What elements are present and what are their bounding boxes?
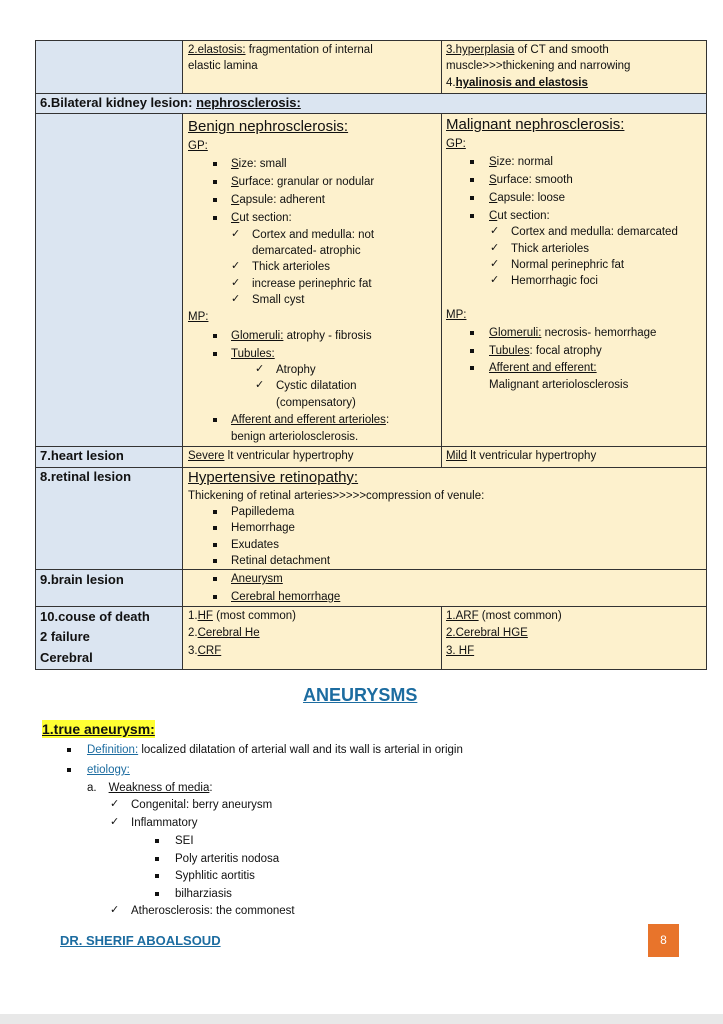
death-label-1: 10.couse of death	[40, 609, 150, 624]
check-icon: ✓	[255, 362, 265, 375]
table-border	[35, 93, 707, 94]
death-malignant-item	[446, 644, 474, 658]
benign-glomeruli-text: atrophy - fibrosis	[283, 330, 372, 342]
heart-mild-text: lt ventricular hypertrophy	[467, 450, 597, 462]
hyperplasia-text-2: muscle>>>thickening and narrowing	[446, 60, 631, 72]
benign-tubules-label: Tubules:	[231, 348, 275, 360]
death-item-term: CRF	[197, 645, 222, 657]
atherosclerosis-text: Atherosclerosis: the commonest	[131, 905, 295, 917]
bullet-square	[470, 366, 474, 370]
elastosis-text: fragmentation of internal	[245, 44, 373, 56]
bullet-square	[213, 526, 217, 530]
benign-cut-item: demarcated- atrophic	[252, 245, 361, 257]
definition-line	[87, 743, 463, 757]
bullet-square	[213, 543, 217, 547]
table-border	[441, 606, 442, 670]
benign-capsule-initial: C	[231, 194, 240, 206]
bullet-square	[470, 214, 474, 218]
benign-tubules-item: Atrophy	[276, 364, 316, 376]
check-icon: ✓	[110, 903, 120, 916]
benign-cut-initial: C	[231, 212, 240, 224]
etiology-label: etiology:	[87, 764, 130, 776]
retinal-item: Papilledema	[231, 506, 295, 518]
heart-severe-word: Severe	[188, 450, 225, 462]
heart-severe-text: lt ventricular hypertrophy	[224, 450, 354, 462]
benign-heading: Benign nephrosclerosis:	[188, 118, 349, 135]
bullet-square	[213, 198, 217, 202]
check-icon: ✓	[490, 257, 500, 270]
bullet-square	[470, 331, 474, 335]
bullet-square	[470, 349, 474, 353]
benign-cut-section	[231, 211, 292, 225]
retinal-item: Retinal detachment	[231, 555, 331, 567]
weakness-prefix: a.	[87, 782, 97, 794]
malignant-cut-item: Cortex and medulla: demarcated	[511, 226, 678, 238]
benign-gp-label: GP:	[188, 140, 208, 152]
benign-size-rest: ize: small	[238, 158, 287, 170]
check-icon: ✓	[231, 227, 241, 240]
hyalinosis-label: hyalinosis and elastosis	[455, 77, 588, 89]
death-item-term: 1.ARF	[446, 610, 479, 622]
death-label-3: Cerebral	[40, 650, 93, 665]
bullet-square	[155, 839, 159, 843]
table-border	[182, 40, 183, 93]
benign-afferent-label: Afferent and efferent arterioles	[231, 414, 386, 426]
malignant-tubules-text: : focal atrophy	[529, 345, 602, 357]
weakness-colon: :	[209, 782, 213, 794]
hyperplasia-line	[446, 43, 609, 57]
bullet-square	[155, 857, 159, 861]
death-item-prefix: 3.	[188, 645, 198, 657]
hyalinosis-line	[446, 76, 588, 90]
malignant-surface-rest: urface: smooth	[496, 174, 573, 186]
malignant-mp-label: MP:	[446, 309, 467, 321]
weakness-line	[87, 781, 213, 795]
bullet-square	[470, 196, 474, 200]
benign-tubules-item: Cystic dilatation	[276, 380, 357, 392]
malignant-tubules	[489, 344, 602, 358]
inflammatory-item: SEI	[175, 835, 194, 847]
check-icon: ✓	[490, 241, 500, 254]
death-malignant-item	[446, 609, 562, 623]
benign-capsule	[231, 193, 325, 207]
bullet-square	[213, 510, 217, 514]
death-benign-item	[188, 626, 260, 640]
benign-cut-item: Thick arterioles	[252, 261, 330, 273]
check-icon: ✓	[231, 276, 241, 289]
retinopathy-heading: Hypertensive retinopathy:	[188, 469, 359, 486]
nephrosclerosis-link: nephrosclerosis:	[196, 95, 301, 110]
bullet-square	[213, 595, 217, 599]
benign-glomeruli-label: Glomeruli:	[231, 330, 284, 342]
table-border	[35, 606, 707, 607]
benign-cut-item: increase perinephric fat	[252, 278, 372, 290]
row5-label-cell	[35, 40, 182, 93]
retinal-item: Hemorrhage	[231, 522, 295, 534]
table-border	[441, 40, 442, 93]
bullet-square	[67, 748, 71, 752]
author-name: DR. SHERIF ABOALSOUD	[60, 933, 221, 948]
death-item-rest: (most common)	[212, 610, 297, 622]
table-border	[35, 446, 707, 447]
death-item-term: 2.Cerebral HGE	[446, 627, 528, 639]
malignant-afferent-label: Afferent and efferent:	[489, 362, 597, 374]
death-benign-item	[188, 609, 296, 623]
malignant-glomeruli-text: necrosis- hemorrhage	[541, 327, 657, 339]
death-item-rest: (most common)	[478, 610, 562, 622]
hyperplasia-text: of CT and smooth	[514, 44, 609, 56]
malignant-cut-initial: C	[489, 210, 498, 222]
malignant-cut-rest: ut section:	[497, 210, 550, 222]
true-aneurysm-heading: 1.true aneurysm:	[42, 721, 155, 737]
malignant-heading: Malignant nephrosclerosis:	[446, 116, 625, 133]
malignant-tubules-label: Tubules	[489, 345, 530, 357]
bullet-square	[155, 874, 159, 878]
row6-label-cell	[35, 113, 182, 446]
elastosis-text-2: elastic lamina	[188, 60, 258, 72]
table-border	[35, 40, 707, 41]
death-item-term: Cerebral He	[197, 627, 260, 639]
check-icon: ✓	[110, 797, 120, 810]
bullet-square	[213, 180, 217, 184]
bullet-square	[213, 418, 217, 422]
death-item-term: 3. HF	[446, 645, 475, 657]
check-icon: ✓	[110, 815, 120, 828]
benign-afferent-text: benign arteriolosclerosis.	[231, 431, 359, 443]
table-border	[441, 113, 442, 467]
benign-tubules-item: (compensatory)	[276, 397, 356, 409]
inflammatory-item: Syphlitic aortitis	[175, 870, 255, 882]
hyperplasia-label: 3.hyperplasia	[446, 44, 515, 56]
malignant-surface	[489, 173, 573, 187]
benign-size-initial: S	[231, 158, 239, 170]
bullet-square	[67, 768, 71, 772]
death-label-2: 2 failure	[40, 629, 90, 644]
elastosis-line	[188, 43, 373, 57]
elastosis-label: 2.elastosis:	[188, 44, 246, 56]
congenital-text: Congenital: berry aneurysm	[131, 799, 273, 811]
benign-afferent-colon: :	[385, 414, 390, 426]
bullet-square	[213, 352, 217, 356]
death-item-prefix: 2.	[188, 627, 198, 639]
death-benign-item	[188, 644, 221, 658]
heart-lesion-label: 7.heart lesion	[40, 448, 124, 463]
death-malignant-item	[446, 626, 528, 640]
brain-item: Cerebral hemorrhage	[231, 591, 341, 603]
benign-cut-item: Cortex and medulla: not	[252, 229, 375, 241]
check-icon: ✓	[255, 378, 265, 391]
brain-lesion-label: 9.brain lesion	[40, 572, 124, 587]
heart-mild-word: Mild	[446, 450, 468, 462]
table-border	[706, 40, 707, 670]
malignant-glomeruli-label: Glomeruli:	[489, 327, 542, 339]
table-border	[35, 467, 707, 468]
malignant-afferent-text: Malignant arteriolosclerosis	[489, 379, 629, 391]
retinal-lesion-label: 8.retinal lesion	[40, 469, 132, 484]
malignant-cut-item: Thick arterioles	[511, 243, 589, 255]
malignant-cut-item: Hemorrhagic foci	[511, 275, 598, 287]
malignant-gp-label: GP:	[446, 138, 466, 150]
malignant-capsule-rest: apsule: loose	[497, 192, 566, 204]
bullet-square	[213, 577, 217, 581]
check-icon: ✓	[231, 292, 241, 305]
malignant-surface-initial: S	[489, 174, 497, 186]
bullet-square	[213, 334, 217, 338]
retinopathy-subtext: Thickening of retinal arteries>>>>>compression of venule:	[188, 490, 485, 502]
kidney-lesion-prefix: 6.Bilateral kidney lesion:	[40, 95, 197, 110]
benign-size	[231, 157, 287, 171]
hyalinosis-prefix: 4.	[446, 77, 456, 89]
benign-surface-initial: S	[231, 176, 239, 188]
malignant-size-rest: ize: normal	[496, 156, 553, 168]
malignant-cut-section	[489, 209, 550, 223]
benign-cut-rest: ut section:	[239, 212, 292, 224]
check-icon: ✓	[231, 259, 241, 272]
definition-label: Definition:	[87, 744, 139, 756]
malignant-capsule-initial: C	[489, 192, 498, 204]
definition-text: localized dilatation of arterial wall and its wall is arterial in origin	[138, 744, 463, 756]
malignant-size-initial: S	[489, 156, 497, 168]
bullet-square	[213, 162, 217, 166]
check-icon: ✓	[490, 273, 500, 286]
benign-glomeruli	[231, 329, 372, 343]
table-border	[35, 113, 707, 114]
aneurysms-title: ANEURYSMS	[303, 685, 418, 705]
bullet-square	[470, 178, 474, 182]
death-item-term: HF	[197, 610, 213, 622]
malignant-size	[489, 155, 553, 169]
inflammatory-item: Poly arteritis nodosa	[175, 853, 280, 865]
weakness-label: Weakness of media	[108, 782, 210, 794]
bottom-bar	[0, 1014, 723, 1024]
bullet-square	[213, 559, 217, 563]
table-border	[35, 569, 707, 570]
malignant-cut-item: Normal perinephric fat	[511, 259, 625, 271]
inflammatory-item: bilharziasis	[175, 888, 232, 900]
benign-cut-item: Small cyst	[252, 294, 305, 306]
death-item-prefix: 1.	[188, 610, 198, 622]
benign-afferent	[231, 413, 389, 427]
benign-surface	[231, 175, 374, 189]
benign-surface-rest: urface: granular or nodular	[238, 176, 375, 188]
table-border	[35, 40, 36, 670]
malignant-capsule	[489, 191, 565, 205]
retinal-item: Exudates	[231, 539, 279, 551]
table-border	[182, 113, 183, 670]
check-icon: ✓	[490, 224, 500, 237]
bullet-square	[155, 892, 159, 896]
page-number: 8	[648, 924, 679, 957]
inflammatory-text: Inflammatory	[131, 817, 198, 829]
kidney-lesion-title	[40, 96, 301, 110]
benign-mp-label: MP:	[188, 311, 209, 323]
brain-item: Aneurysm	[231, 573, 283, 585]
benign-capsule-rest: apsule: adherent	[239, 194, 325, 206]
table-border	[35, 669, 707, 670]
bullet-square	[470, 160, 474, 164]
malignant-glomeruli	[489, 326, 656, 340]
bullet-square	[213, 216, 217, 220]
heart-mild	[446, 449, 596, 463]
heart-severe	[188, 449, 354, 463]
